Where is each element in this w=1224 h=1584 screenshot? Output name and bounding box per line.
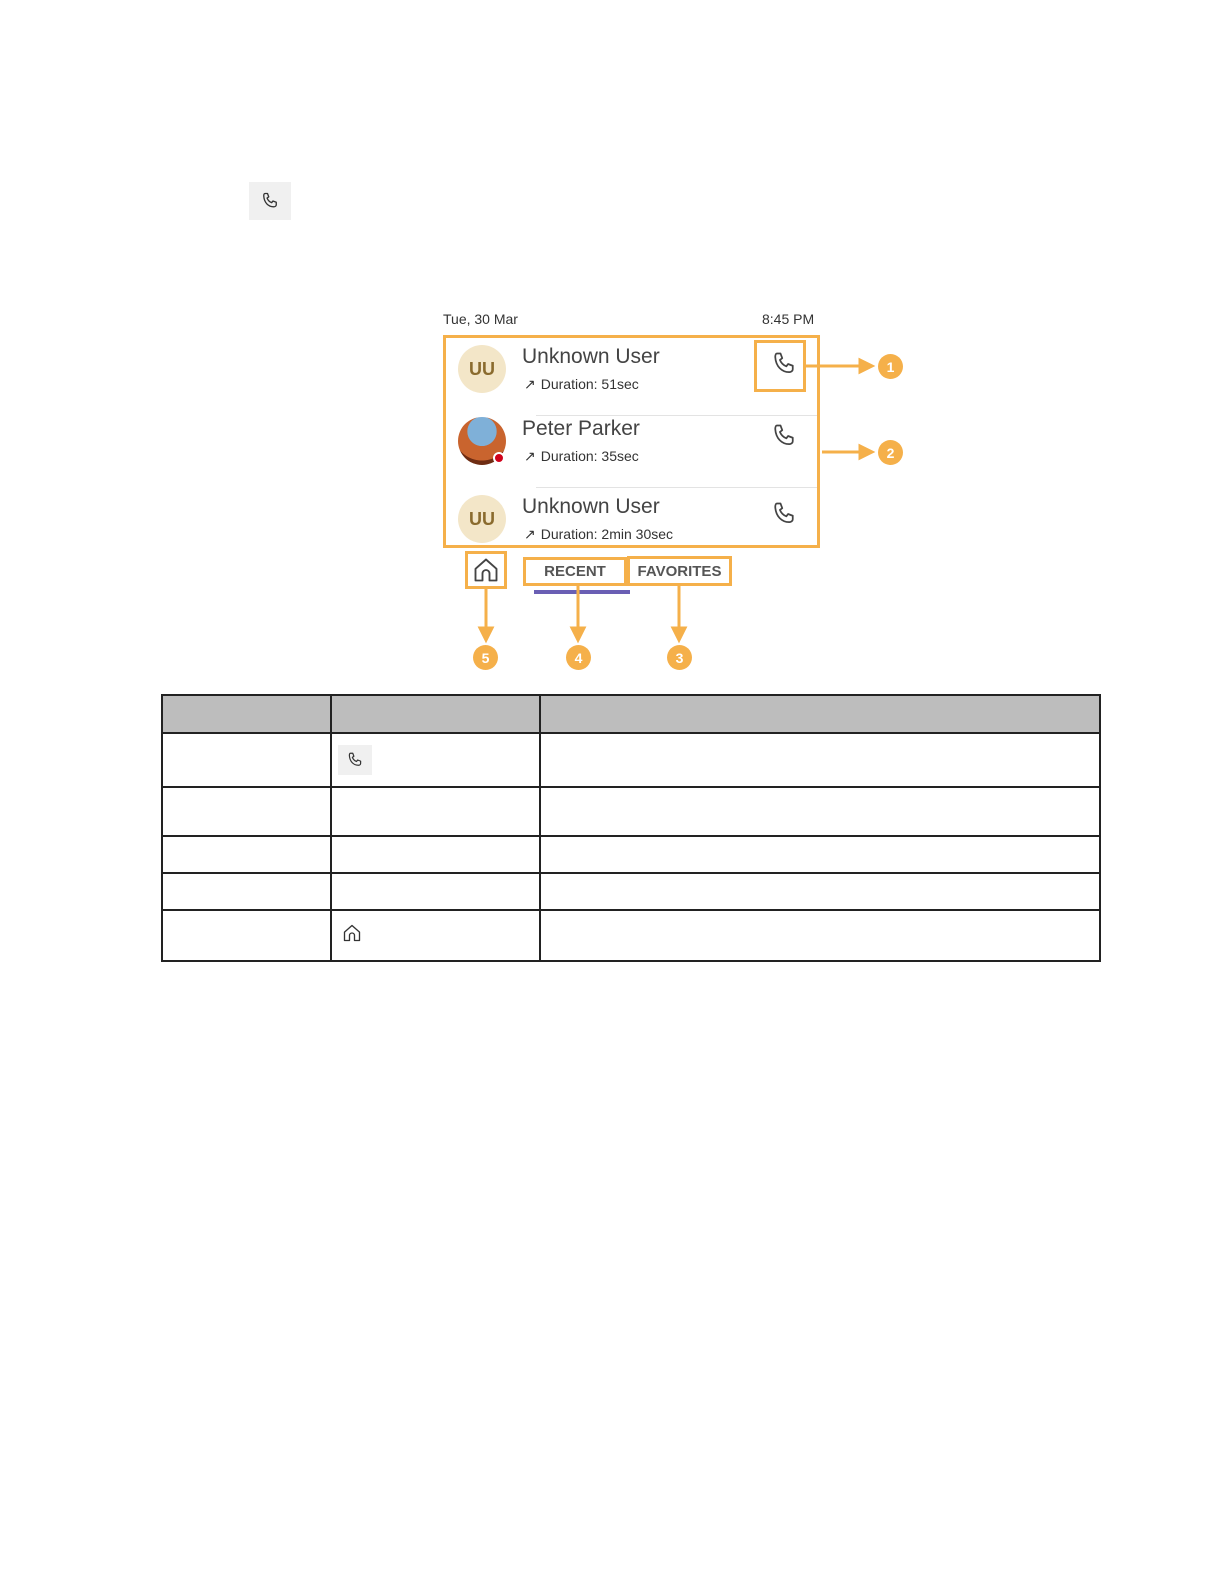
outgoing-arrow-icon: ↗ (524, 376, 536, 392)
table-cell (540, 836, 1100, 873)
callout-4: 4 (566, 645, 591, 670)
avatar: UU (458, 495, 506, 543)
callout-2: 2 (878, 440, 903, 465)
table-row (162, 787, 1100, 836)
call-duration-text: Duration: 35sec (540, 448, 639, 464)
callout-5: 5 (473, 645, 498, 670)
phone-icon-chip (338, 745, 372, 775)
table-row (162, 836, 1100, 873)
table-row (162, 910, 1100, 961)
table-cell (540, 733, 1100, 787)
tab-recent[interactable]: RECENT (523, 557, 627, 586)
table-cell (331, 733, 540, 787)
home-icon (342, 923, 362, 943)
table-header-cell (540, 695, 1100, 733)
call-duration-text: Duration: 2min 30sec (540, 526, 674, 542)
tab-favorites[interactable]: FAVORITES (627, 556, 732, 586)
reference-table (161, 694, 1101, 962)
table-cell (331, 873, 540, 910)
callout-1: 1 (878, 354, 903, 379)
table-header-cell (331, 695, 540, 733)
contact-name: Unknown User (522, 345, 660, 368)
phone-icon (346, 751, 364, 769)
home-icon-wrap (342, 923, 362, 943)
table-cell (540, 873, 1100, 910)
table-cell (540, 787, 1100, 836)
screen-date: Tue, 30 Mar (443, 311, 518, 327)
table-cell (331, 787, 540, 836)
contact-name: Unknown User (522, 495, 660, 518)
outgoing-arrow-icon: ↗ (524, 526, 536, 542)
table-cell (540, 910, 1100, 961)
table-cell (162, 873, 331, 910)
table-row (162, 873, 1100, 910)
call-duration-text: Duration: 51sec (540, 376, 639, 392)
table-header-cell (162, 695, 331, 733)
contact-name: Peter Parker (522, 417, 640, 440)
table-cell (331, 910, 540, 961)
screen-time: 8:45 PM (762, 311, 815, 327)
table-cell (162, 910, 331, 961)
outgoing-arrow-icon: ↗ (524, 448, 536, 464)
table-cell (162, 787, 331, 836)
table-cell (162, 836, 331, 873)
table-cell (331, 836, 540, 873)
avatar: UU (458, 345, 506, 393)
callout-3: 3 (667, 645, 692, 670)
table-cell (162, 733, 331, 787)
table-header-row (162, 695, 1100, 733)
callout-connectors (0, 0, 1224, 700)
table-row (162, 733, 1100, 787)
